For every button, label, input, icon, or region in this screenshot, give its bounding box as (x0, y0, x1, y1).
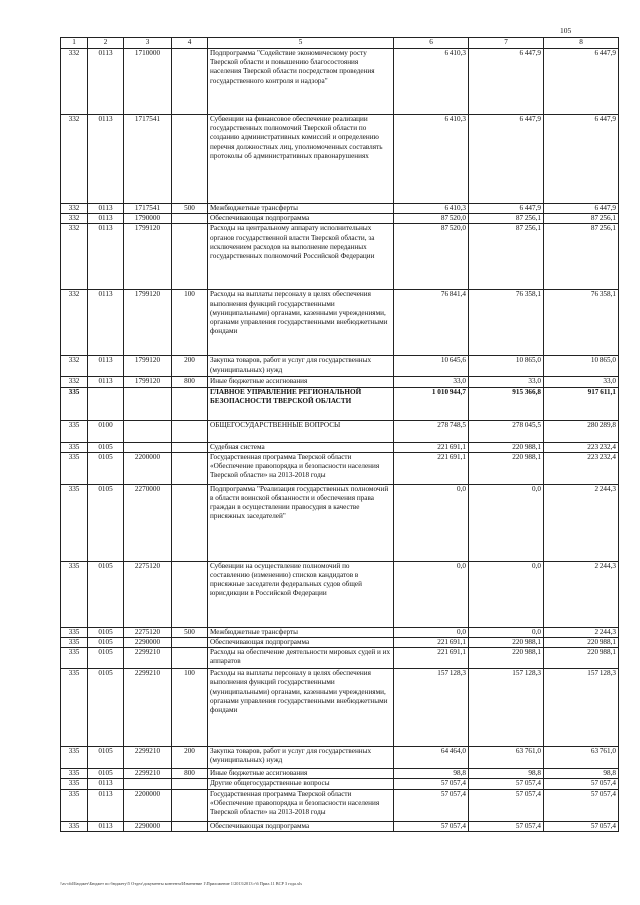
section-cell: 0113 (88, 290, 124, 356)
code-cell: 335 (61, 821, 88, 831)
amount-cell: 98,8 (394, 769, 469, 779)
amount-cell: 98,8 (544, 769, 619, 779)
col-header: 3 (124, 38, 172, 49)
amount-cell: 157 128,3 (544, 669, 619, 747)
name-cell: Субвенции на осуществление полномочий по составлению (изменению) списков кандидатов в присяжные заседатели федеральных судов общей юрисдикции в Российской Федерации (208, 561, 394, 627)
article-cell: 1799120 (124, 290, 172, 356)
amount-cell: 76 358,1 (469, 290, 544, 356)
col-header: 7 (469, 38, 544, 49)
amount-cell: 223 232,4 (544, 452, 619, 484)
article-cell: 2290000 (124, 821, 172, 831)
table-row (61, 669, 619, 747)
amount-cell: 64 464,0 (394, 747, 469, 769)
code-cell: 335 (61, 452, 88, 484)
type-cell: 200 (172, 747, 208, 769)
amount-cell: 6 447,9 (544, 115, 619, 204)
amount-cell: 87 256,1 (469, 214, 544, 224)
section-cell: 0113 (88, 224, 124, 290)
code-cell: 335 (61, 387, 88, 420)
section-cell: 0113 (88, 49, 124, 115)
amount-cell: 57 057,4 (394, 789, 469, 821)
article-cell (124, 442, 172, 452)
table-row (61, 747, 619, 769)
article-cell: 2299210 (124, 769, 172, 779)
table-row (61, 420, 619, 442)
type-cell: 800 (172, 377, 208, 387)
amount-cell: 0,0 (469, 484, 544, 561)
code-cell: 332 (61, 356, 88, 377)
type-cell (172, 789, 208, 821)
article-cell: 2270000 (124, 484, 172, 561)
amount-cell: 6 447,9 (544, 49, 619, 115)
amount-cell: 223 232,4 (544, 442, 619, 452)
table-row (61, 484, 619, 561)
type-cell (172, 561, 208, 627)
section-cell: 0113 (88, 779, 124, 789)
page-number: 105 (560, 26, 572, 35)
code-cell: 335 (61, 747, 88, 769)
name-cell: Иные бюджетные ассигнования (208, 769, 394, 779)
name-cell: Расходы на выплаты персоналу в целях обеспечения выполнения функций государственными (муниципальными) органами, казенными учреждениями, органами управления государственными внебюджетными фондами (208, 669, 394, 747)
code-cell: 335 (61, 442, 88, 452)
amount-cell: 221 691,1 (394, 452, 469, 484)
name-cell: ГЛАВНОЕ УПРАВЛЕНИЕ РЕГИОНАЛЬНОЙ БЕЗОПАСНОСТИ ТВЕРСКОЙ ОБЛАСТИ (208, 387, 394, 420)
name-cell: Обеспечивающая подпрограмма (208, 821, 394, 831)
table-row (61, 789, 619, 821)
table-row (61, 769, 619, 779)
amount-cell: 87 256,1 (469, 224, 544, 290)
table-row (61, 290, 619, 356)
section-cell: 0105 (88, 669, 124, 747)
type-cell: 800 (172, 769, 208, 779)
section-cell: 0113 (88, 821, 124, 831)
amount-cell: 220 988,1 (544, 638, 619, 648)
code-cell: 335 (61, 779, 88, 789)
amount-cell: 220 988,1 (544, 648, 619, 669)
type-cell: 500 (172, 204, 208, 214)
name-cell: Другие общегосударственные вопросы (208, 779, 394, 789)
table-row (61, 115, 619, 204)
amount-cell: 6 410,3 (394, 49, 469, 115)
table-row (61, 49, 619, 115)
amount-cell: 280 289,8 (544, 420, 619, 442)
col-header: 8 (544, 38, 619, 49)
amount-cell: 915 366,8 (469, 387, 544, 420)
table-row (61, 638, 619, 648)
amount-cell: 10 645,6 (394, 356, 469, 377)
type-cell (172, 420, 208, 442)
amount-cell: 57 057,4 (394, 779, 469, 789)
section-cell: 0100 (88, 420, 124, 442)
amount-cell: 57 057,4 (469, 789, 544, 821)
amount-cell: 87 256,1 (544, 224, 619, 290)
table-row (61, 452, 619, 484)
section-cell: 0105 (88, 648, 124, 669)
code-cell: 335 (61, 669, 88, 747)
table-row (61, 356, 619, 377)
table-row (61, 442, 619, 452)
amount-cell: 87 520,0 (394, 224, 469, 290)
code-cell: 335 (61, 789, 88, 821)
section-cell: 0113 (88, 377, 124, 387)
amount-cell: 221 691,1 (394, 638, 469, 648)
type-cell (172, 638, 208, 648)
amount-cell: 6 447,9 (469, 115, 544, 204)
section-cell: 0105 (88, 484, 124, 561)
article-cell: 2275120 (124, 627, 172, 637)
article-cell: 2200000 (124, 452, 172, 484)
article-cell (124, 779, 172, 789)
name-cell: Подпрограмма "Содействие экономическому росту Тверской области и повышению благосостояния населения Тверской области посредством проведения государственного контроля и надзора" (208, 49, 394, 115)
table-row (61, 779, 619, 789)
article-cell: 1799120 (124, 356, 172, 377)
amount-cell: 917 611,1 (544, 387, 619, 420)
type-cell: 500 (172, 627, 208, 637)
amount-cell: 157 128,3 (469, 669, 544, 747)
type-cell (172, 115, 208, 204)
article-cell: 2299210 (124, 747, 172, 769)
name-cell: Государственная программа Тверской области «Обеспечение правопорядка и безопасности населения Тверской области» на 2013-2018 годы (208, 452, 394, 484)
name-cell: Закупка товаров, работ и услуг для государственных (муниципальных) нужд (208, 356, 394, 377)
type-cell (172, 442, 208, 452)
table-row (61, 627, 619, 637)
article-cell: 1717541 (124, 115, 172, 204)
name-cell: Расходы на центральному аппарату исполнительных органов государственной власти Тверской области, за исключением расходов на выполнение переданных государственных полномочий Российской Федерации (208, 224, 394, 290)
article-cell: 2299210 (124, 669, 172, 747)
article-cell: 1790000 (124, 214, 172, 224)
amount-cell: 0,0 (469, 627, 544, 637)
table-row (61, 648, 619, 669)
name-cell: Расходы на обеспечение деятельности мировых судей и их аппаратов (208, 648, 394, 669)
section-cell: 0105 (88, 638, 124, 648)
name-cell: Иные бюджетные ассигнования (208, 377, 394, 387)
amount-cell: 33,0 (469, 377, 544, 387)
amount-cell: 0,0 (394, 627, 469, 637)
name-cell: Обеспечивающая подпрограмма (208, 638, 394, 648)
table-row (61, 387, 619, 420)
amount-cell: 57 057,4 (469, 821, 544, 831)
code-cell: 332 (61, 214, 88, 224)
amount-cell: 57 057,4 (544, 779, 619, 789)
amount-cell: 63 761,0 (544, 747, 619, 769)
code-cell: 332 (61, 377, 88, 387)
amount-cell: 157 128,3 (394, 669, 469, 747)
type-cell (172, 49, 208, 115)
col-header: 5 (208, 38, 394, 49)
code-cell: 332 (61, 115, 88, 204)
section-cell: 0105 (88, 442, 124, 452)
name-cell: Государственная программа Тверской области «Обеспечение правопорядка и безопасности населения Тверской области» на 2013-2018 годы (208, 789, 394, 821)
article-cell: 2299210 (124, 648, 172, 669)
amount-cell: 220 988,1 (469, 648, 544, 669)
type-cell (172, 452, 208, 484)
type-cell (172, 821, 208, 831)
name-cell: ОБЩЕГОСУДАРСТВЕННЫЕ ВОПРОСЫ (208, 420, 394, 442)
table-body (61, 49, 619, 832)
amount-cell: 0,0 (394, 561, 469, 627)
amount-cell: 220 988,1 (469, 638, 544, 648)
name-cell: Межбюджетные трансферты (208, 627, 394, 637)
amount-cell: 87 256,1 (544, 214, 619, 224)
article-cell (124, 420, 172, 442)
code-cell: 332 (61, 290, 88, 356)
amount-cell: 6 410,3 (394, 204, 469, 214)
code-cell: 335 (61, 484, 88, 561)
article-cell: 2290000 (124, 638, 172, 648)
amount-cell: 6 410,3 (394, 115, 469, 204)
article-cell: 1799120 (124, 377, 172, 387)
type-cell (172, 224, 208, 290)
code-cell: 335 (61, 420, 88, 442)
article-cell: 1799120 (124, 224, 172, 290)
amount-cell: 33,0 (544, 377, 619, 387)
col-header: 2 (88, 38, 124, 49)
code-cell: 335 (61, 769, 88, 779)
section-cell: 0113 (88, 115, 124, 204)
col-header: 6 (394, 38, 469, 49)
type-cell: 200 (172, 356, 208, 377)
table-row (61, 377, 619, 387)
type-cell: 100 (172, 669, 208, 747)
amount-cell: 221 691,1 (394, 648, 469, 669)
code-cell: 332 (61, 224, 88, 290)
type-cell (172, 648, 208, 669)
amount-cell: 278 748,5 (394, 420, 469, 442)
section-cell: 0105 (88, 561, 124, 627)
type-cell (172, 214, 208, 224)
code-cell: 335 (61, 638, 88, 648)
code-cell: 332 (61, 49, 88, 115)
table-row (61, 224, 619, 290)
budget-table (60, 37, 619, 832)
article-cell: 1717541 (124, 204, 172, 214)
section-cell: 0105 (88, 769, 124, 779)
amount-cell: 6 447,9 (469, 49, 544, 115)
amount-cell: 57 057,4 (469, 779, 544, 789)
article-cell (124, 387, 172, 420)
article-cell: 2200000 (124, 789, 172, 821)
name-cell: Расходы на выплаты персоналу в целях обеспечения выполнения функций государственными (муниципальными) органами, казенными учреждениями, органами управления государственными внебюджетными фондами (208, 290, 394, 356)
section-cell: 0113 (88, 214, 124, 224)
name-cell: Судебная система (208, 442, 394, 452)
section-cell: 0113 (88, 204, 124, 214)
amount-cell: 10 865,0 (469, 356, 544, 377)
section-cell: 0113 (88, 356, 124, 377)
article-cell: 1710000 (124, 49, 172, 115)
name-cell: Подпрограмма "Реализация государственных полномочий в области воинской обязанности и обеспечения права граждан в осуществлении правосудия в качестве присяжных заседателей" (208, 484, 394, 561)
table-row (61, 204, 619, 214)
col-header: 1 (61, 38, 88, 49)
section-cell (88, 387, 124, 420)
code-cell: 335 (61, 561, 88, 627)
type-cell: 100 (172, 290, 208, 356)
amount-cell: 6 447,9 (544, 204, 619, 214)
amount-cell: 2 244,3 (544, 484, 619, 561)
amount-cell: 87 520,0 (394, 214, 469, 224)
amount-cell: 220 988,1 (469, 452, 544, 484)
type-cell (172, 387, 208, 420)
amount-cell: 278 045,5 (469, 420, 544, 442)
amount-cell: 1 010 944,7 (394, 387, 469, 420)
type-cell (172, 484, 208, 561)
amount-cell: 63 761,0 (469, 747, 544, 769)
amount-cell: 220 988,1 (469, 442, 544, 452)
amount-cell: 0,0 (394, 484, 469, 561)
name-cell: Обеспечивающая подпрограмма (208, 214, 394, 224)
amount-cell: 57 057,4 (394, 821, 469, 831)
table-row (61, 214, 619, 224)
amount-cell: 57 057,4 (544, 821, 619, 831)
amount-cell: 10 865,0 (544, 356, 619, 377)
table-row (61, 821, 619, 831)
amount-cell: 6 447,9 (469, 204, 544, 214)
amount-cell: 76 841,4 (394, 290, 469, 356)
header-row (61, 38, 619, 49)
section-cell: 0105 (88, 452, 124, 484)
code-cell: 335 (61, 648, 88, 669)
col-header: 4 (172, 38, 208, 49)
amount-cell: 0,0 (469, 561, 544, 627)
amount-cell: 98,8 (469, 769, 544, 779)
file-path-footer: \\zs-obl\Бюджет\Бюджет по бюджету\5 Отдел\документы контента\Изменение 1\Приложение 1\2013\2013 г\6 Прил.11 ВСР 3 года.xls (60, 881, 303, 886)
name-cell: Межбюджетные трансферты (208, 204, 394, 214)
name-cell: Закупка товаров, работ и услуг для государственных (муниципальных) нужд (208, 747, 394, 769)
amount-cell: 57 057,4 (544, 789, 619, 821)
section-cell: 0113 (88, 789, 124, 821)
amount-cell: 2 244,3 (544, 627, 619, 637)
article-cell: 2275120 (124, 561, 172, 627)
table-row (61, 561, 619, 627)
amount-cell: 33,0 (394, 377, 469, 387)
code-cell: 335 (61, 627, 88, 637)
type-cell (172, 779, 208, 789)
section-cell: 0105 (88, 747, 124, 769)
section-cell: 0105 (88, 627, 124, 637)
code-cell: 332 (61, 204, 88, 214)
amount-cell: 76 358,1 (544, 290, 619, 356)
amount-cell: 221 691,1 (394, 442, 469, 452)
amount-cell: 2 244,3 (544, 561, 619, 627)
name-cell: Субвенции на финансовое обеспечение реализации государственных полномочий Тверской области по созданию административных комиссий и определению перечня должностных лиц, уполномоченных составлять протоколы об административных правонарушениях (208, 115, 394, 204)
